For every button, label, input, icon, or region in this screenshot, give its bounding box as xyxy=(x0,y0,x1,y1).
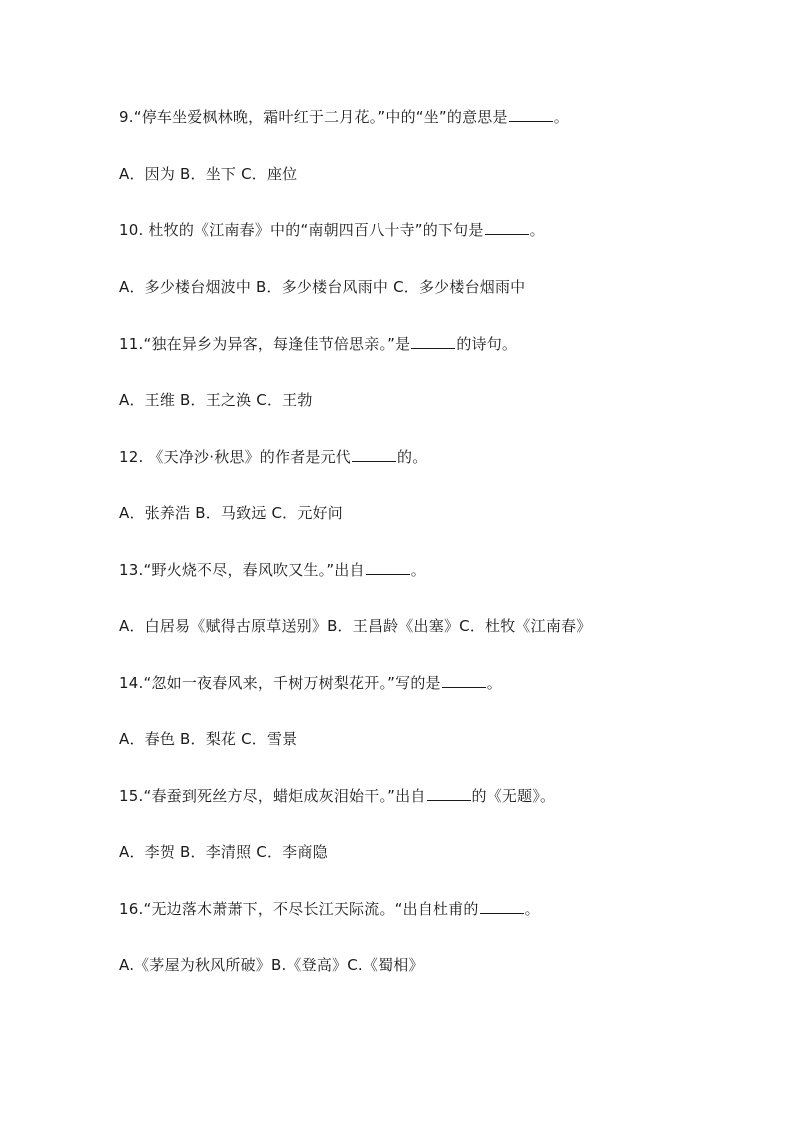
question-stem: “春蚕到死丝方尽，蜡炬成灰泪始干。”出自 xyxy=(143,787,426,805)
answer-blank xyxy=(366,560,410,575)
question-16 xyxy=(119,899,540,919)
options-12: A．张养浩 B．马致远 C．元好问 xyxy=(119,504,343,522)
answer-blank xyxy=(480,899,524,914)
question-14 xyxy=(119,673,502,693)
answer-blank xyxy=(411,334,455,349)
question-number: 12. xyxy=(119,448,144,466)
question-stem: “停车坐爱枫林晚，霜叶红于二月花。”中的“坐”的意思是 xyxy=(133,108,508,126)
options-13: A．白居易《赋得古原草送别》B．王昌龄《出塞》C．杜牧《江南春》 xyxy=(119,617,592,635)
question-stem: 《天净沙·秋思》的作者是元代 xyxy=(143,448,352,466)
question-number: 15. xyxy=(119,787,144,805)
question-13 xyxy=(119,560,426,580)
answer-blank xyxy=(427,786,471,801)
question-stem: 杜牧的《江南春》中的“南朝四百八十寺”的下句是 xyxy=(143,221,484,239)
question-number: 13. xyxy=(119,561,144,579)
question-stem-end: 。 xyxy=(524,900,540,918)
question-11 xyxy=(119,334,517,354)
question-number: 16. xyxy=(119,900,144,918)
question-stem-end: 。 xyxy=(410,561,426,579)
question-number: 14. xyxy=(119,674,144,692)
question-number: 11. xyxy=(119,335,144,353)
question-10 xyxy=(119,220,545,240)
options-11: A．王维 B．王之涣 C．王勃 xyxy=(119,391,313,409)
question-stem-end: 的《无题》。 xyxy=(471,787,556,805)
answer-blank xyxy=(442,673,486,688)
question-12 xyxy=(119,447,427,467)
answer-blank xyxy=(485,220,529,235)
question-stem-end: 的。 xyxy=(397,448,428,466)
options-9: A．因为 B．坐下 C．座位 xyxy=(119,165,298,183)
question-number: 10. xyxy=(119,221,144,239)
options-16: A.《茅屋为秋风所破》B.《登高》C.《蜀相》 xyxy=(119,956,424,974)
question-stem-end: 的诗句。 xyxy=(456,335,518,353)
question-stem-end: 。 xyxy=(553,108,569,126)
question-number: 9. xyxy=(119,108,134,126)
answer-blank xyxy=(509,107,553,122)
question-stem: “野火烧不尽，春风吹又生。”出自 xyxy=(143,561,365,579)
question-stem-end: 。 xyxy=(529,221,545,239)
options-10: A．多少楼台烟波中 B．多少楼台风雨中 C．多少楼台烟雨中 xyxy=(119,278,526,296)
options-15: A．李贺 B．李清照 C．李商隐 xyxy=(119,843,328,861)
question-stem: “忽如一夜春风来，千树万树梨花开。”写的是 xyxy=(143,674,441,692)
answer-blank xyxy=(352,447,396,462)
options-14: A．春色 B．梨花 C．雪景 xyxy=(119,730,298,748)
question-stem: “无边落木萧萧下，不尽长江天际流。“出自杜甫的 xyxy=(143,900,479,918)
question-9 xyxy=(119,107,569,127)
question-15 xyxy=(119,786,555,806)
question-stem: “独在异乡为异客，每逢佳节倍思亲。”是 xyxy=(143,335,411,353)
question-stem-end: 。 xyxy=(486,674,502,692)
